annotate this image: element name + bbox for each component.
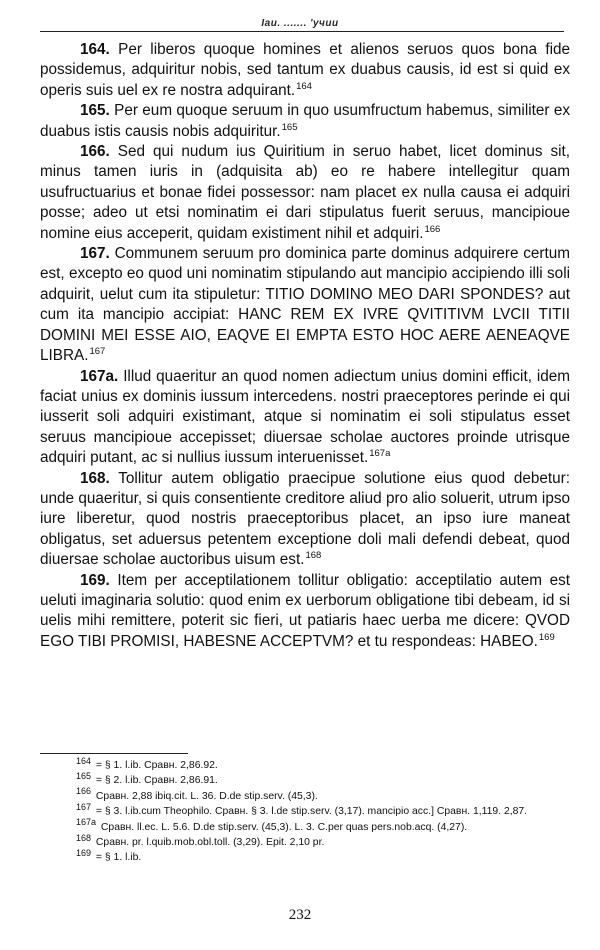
paragraph-169 — [40, 571, 570, 653]
footnote-mark: 166 — [76, 786, 92, 797]
footnote-text: = § 3. l.ib.cum Theophilo. Сравн. § 3. l.de stip.serv. (3,17). mancipio acc.] Сравн. 1,119. 2,87. — [95, 806, 528, 818]
paragraph-text: Per eum quoque seruum in quo usumfructum habemus, similiter ex duabus istis causis nobis adquiritur. — [40, 102, 570, 140]
footnote-164 — [40, 755, 570, 773]
paragraph-text: Tollitur autem obligatio praecipue solutione eius quod debetur: unde quaeritur, si quis consentiente creditore aliud pro alio soluerit, utrum ipso iure liberetur, quod nostris praeceptoribus placet, an ipso iure maneat obligatus, set aduersus petentem exceptione doli mali defendi debeat, quod diuersae scholae auctoribus uisum est. — [40, 469, 570, 569]
paragraph-166 — [40, 142, 570, 244]
footnote-ref[interactable]: 166 — [424, 223, 441, 235]
paragraph-167 — [40, 244, 570, 366]
footnote-text: Сравн. pr. l.quib.mob.obl.toll. (3,29). Epit. 2,10 pr. — [95, 837, 325, 849]
paragraph-text: Item per acceptilationem tollitur obligatio: acceptilatio autem est ueluti imaginaria solutio: quod enim ex uerborum obligatione tibi debeam, id si uelis mihi remittere, poterit sic fieri, ut patiaris haec uerba me dicere: QVOD EGO TIBI PROMISI, HABESNE ACCEPTVM? et tu respondeas: HABEO. — [40, 571, 570, 650]
footnote-text: = § 2. l.ib. Сравн. 2,86.91. — [95, 775, 218, 787]
footnote-separator — [40, 753, 188, 754]
footnote-text: = § 1. l.ib. Сравн. 2,86.92. — [95, 760, 218, 771]
paragraph-168 — [40, 469, 570, 571]
running-head: Іаи. ....... 'учии — [261, 18, 339, 29]
footnote-text: Сравн. 2,88 ibiq.cit. L. 36. D.de stip.serv. (45,3). — [95, 790, 318, 802]
footnote-ref[interactable]: 168 — [305, 550, 322, 562]
footnote-ref[interactable]: 167a — [369, 448, 391, 460]
footnotes — [40, 755, 570, 866]
footnote-ref[interactable]: 167 — [89, 346, 106, 357]
header-rule — [40, 31, 564, 32]
paragraph-165 — [40, 101, 570, 142]
footnote-167a — [40, 817, 570, 835]
paragraph-text: Sed qui nudum ius Quiritium in seruo habet, licet dominus sit, minus tamen iuris in (adquisita ab) eo re habere intellegitur quam usufructuarius et bonae fidei possessor: nam placet ex nulla causa ei adquiri posse; adeo ut etsi nominatim ei dari stipulatus fuerit seruus, mancipioue nomine eius acceperit, quidam existiment nihil et adquiri. — [40, 143, 571, 242]
footnote-ref[interactable]: 165 — [281, 121, 298, 133]
main-text — [40, 40, 570, 652]
paragraph-text: Per liberos quoque homines et alienos seruos quos bona fide possidemus, adquiritur nobis, sed tantum ex duabus causis, id est si quid ex operis suis uel ex re nostra adquirant. — [40, 41, 571, 99]
paragraph-text: Illud quaeritur an quod nomen adiectum unius domini efficit, idem faciat unius ex dominis iussum intercedens. nostri praeceptores perinde ei qui iusserit soli adquiri existimant, atque si nominatim ei soli stipulatus esset seruus mancipioue accepisset; diuersae scholae auctores proinde utrisque adquiri putant, ac si nullius iussum interuenisset. — [40, 367, 571, 467]
footnote-ref[interactable]: 169 — [538, 631, 555, 643]
footnote-169 — [40, 847, 570, 865]
footnote-167 — [40, 801, 570, 819]
footnote-166 — [40, 786, 570, 804]
footnote-mark: 167a — [76, 817, 97, 828]
paragraph-number: 166. — [80, 143, 110, 161]
paragraph-164 — [40, 40, 570, 101]
footnote-mark: 165 — [76, 770, 92, 781]
paragraph-number: 168. — [80, 469, 110, 487]
paragraph-number: 167. — [80, 245, 110, 263]
paragraph-number: 165. — [80, 102, 110, 120]
footnote-mark: 164 — [76, 755, 92, 766]
footnote-168 — [40, 832, 570, 850]
paragraph-167a — [40, 367, 570, 469]
footnote-ref[interactable]: 164 — [296, 80, 312, 92]
paragraph-number: 164. — [80, 41, 110, 58]
footnote-mark: 167 — [76, 801, 92, 812]
footnote-mark: 168 — [76, 832, 92, 843]
paragraph-number: 167a. — [80, 367, 119, 385]
footnote-text: Сравн. ll.ec. L. 5.6. D.de stip.serv. (45,3). L. 3. C.per quas pers.nob.acq. (4,27). — [100, 821, 468, 833]
paragraph-text: Communem seruum pro dominica parte dominus adquirere certum est, excepto eo quod uni nominatim stipulando aut mancipio accipiendo illi soli adquirit, uelut cum ita stipuletur: TITIO DOMINO MEO DARI SPONDES? aut cum ita mancipio accipiat: HANC REM EX IVRE QVITITIVM LVCII TITII DOMINI MEI ESSE AIO, EAQVE EI EMPTA ESTO HOC AERE AENEAQVE LIBRA. — [40, 245, 571, 365]
footnote-mark: 169 — [76, 847, 92, 858]
paragraph-number: 169. — [80, 571, 110, 589]
page-number: 232 — [288, 907, 312, 923]
footnote-text: = § 1. l.ib. — [95, 852, 142, 864]
footnote-165 — [40, 770, 570, 788]
